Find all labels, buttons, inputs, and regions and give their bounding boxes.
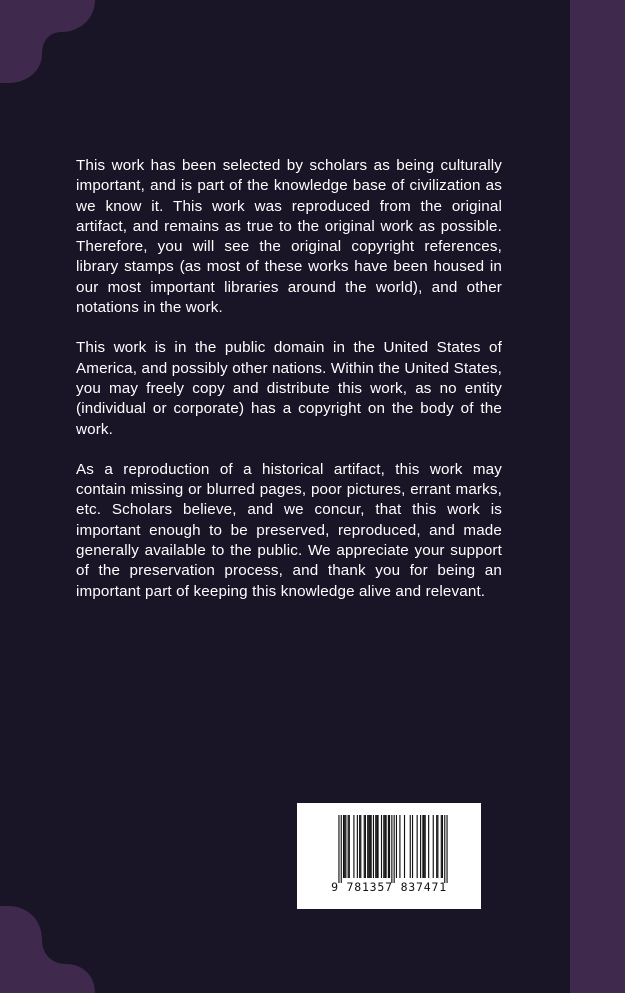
barcode-bar — [383, 815, 384, 878]
barcode-bar — [376, 815, 377, 878]
back-cover-description — [76, 156, 502, 622]
barcode-bar — [386, 815, 387, 878]
barcode-bar — [367, 815, 368, 878]
barcode-bar — [446, 815, 447, 883]
description-paragraph-1: This work has been selected by scholars as being culturally important, and is part of the knowledge base of civilization as we know it. This work was reproduced from the original artifact, and remains as true to the original work as possible. Therefore, you will see the original copyright references, library stamps (as most of these works have been housed in our most important libraries around the world), and other notations in the work. — [76, 157, 502, 317]
barcode-bar — [345, 815, 346, 878]
barcode-bar — [394, 815, 395, 883]
barcode-bar — [433, 815, 434, 878]
barcode-bar — [420, 815, 421, 878]
barcode-bar — [341, 815, 342, 883]
barcode-bar — [417, 815, 418, 878]
barcode-bar — [423, 815, 424, 878]
barcode-bar — [422, 815, 423, 878]
barcode-bar — [441, 815, 442, 878]
barcode-bar — [369, 815, 370, 878]
barcode-bar — [425, 815, 426, 878]
barcode-bar — [368, 815, 369, 878]
isbn-barcode — [297, 803, 481, 909]
barcode-bar — [437, 815, 438, 878]
barcode-bar — [348, 815, 349, 878]
barcode-bar — [404, 815, 405, 878]
isbn-number: 9 781357 837471 — [331, 880, 447, 894]
barcode-bar — [396, 815, 397, 878]
barcode-bar — [410, 815, 411, 878]
barcode-bar — [381, 815, 382, 878]
barcode-bar — [399, 815, 400, 878]
barcode-bar — [373, 815, 374, 878]
barcode-bar — [436, 815, 437, 878]
barcode-bar — [353, 815, 354, 878]
barcode-bar — [360, 815, 361, 878]
barcode-bar — [364, 815, 365, 878]
barcode-bar — [389, 815, 390, 878]
spine-strip — [570, 0, 625, 993]
barcode-bar — [375, 815, 376, 878]
barcode-bar — [388, 815, 389, 878]
barcode-bar — [444, 815, 445, 883]
barcode-bar — [377, 815, 378, 878]
barcode-bar — [365, 815, 366, 878]
barcode-bar — [349, 815, 350, 878]
description-paragraph-2: This work is in the public domain in the United States of America, and possibly other nations. Within the United States, you may freely copy and distribute this work, as no entity (individual or corporate) has a copyright on the body of the work. — [76, 339, 502, 438]
barcode-bar — [412, 815, 413, 878]
barcode-bar — [359, 815, 360, 878]
description-paragraph-3: As a reproduction of a historical artifact, this work may contain missing or blurred pages, poor pictures, errant marks, etc. Scholars believe, and we concur, that this work is important enough to be preserved, reproduced, and made generally available to the public. We appreciate your support of the preservation process, and thank you for being an important part of keeping this knowledge alive and relevant. — [76, 460, 502, 600]
barcode-bar — [338, 815, 339, 883]
barcode-bar — [384, 815, 385, 878]
barcode-bar — [428, 815, 429, 878]
barcode-bar — [442, 815, 443, 878]
barcode-bar — [357, 815, 358, 878]
barcode-bar — [344, 815, 345, 878]
barcode-bar — [371, 815, 372, 878]
top-left-corner-ornament-icon — [0, 0, 95, 95]
bottom-left-corner-ornament-icon — [0, 898, 95, 993]
barcode-bar — [343, 815, 344, 878]
barcode-bar — [391, 815, 392, 883]
